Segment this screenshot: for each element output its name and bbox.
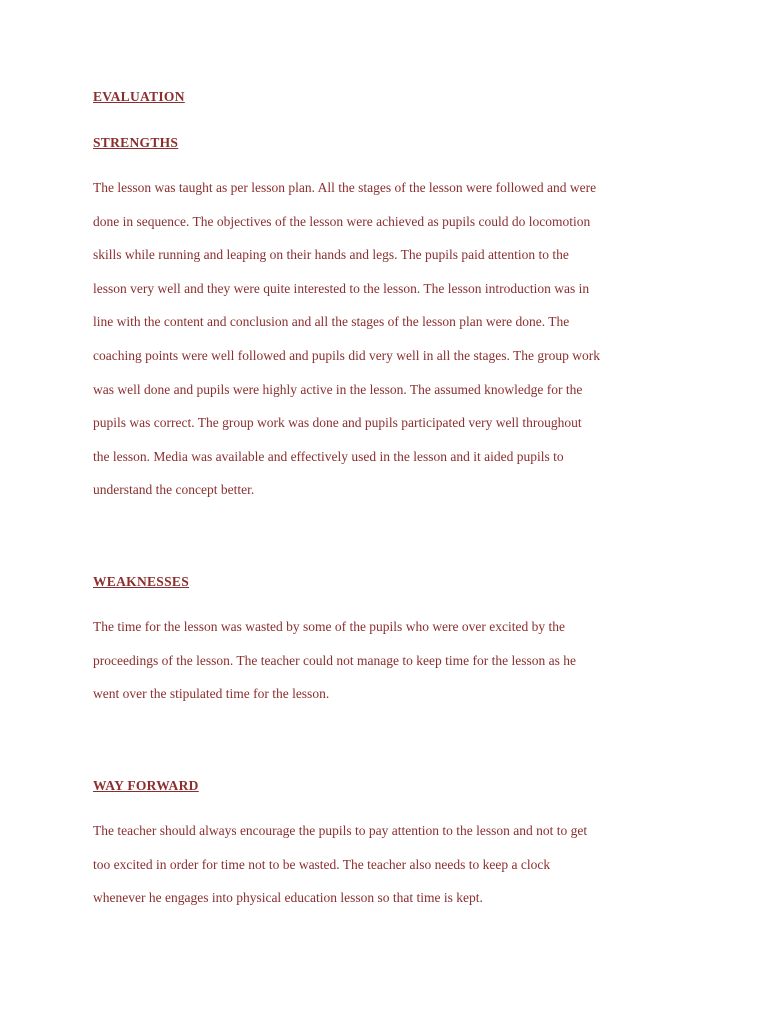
weaknesses-heading: WEAKNESSES: [93, 574, 190, 589]
way-forward-line: whenever he engages into physical education lesson so that time is kept.: [93, 890, 483, 906]
strengths-line: line with the content and conclusion and all the stages of the lesson plan were done. The: [93, 314, 570, 330]
weaknesses-line: went over the stipulated time for the lesson.: [93, 686, 330, 702]
strengths-line: pupils was correct. The group work was done and pupils participated very well throughout: [93, 415, 582, 431]
evaluation-heading: EVALUATION: [93, 89, 185, 104]
way-forward-line: The teacher should always encourage the pupils to pay attention to the lesson and not to get: [93, 823, 588, 838]
strengths-line: The lesson was taught as per lesson plan. All the stages of the lesson were followed and were: [93, 180, 597, 195]
way-forward-line: too excited in order for time not to be wasted. The teacher also needs to keep a clock: [93, 856, 551, 872]
strengths-line: lesson very well and they were quite interested to the lesson. The lesson introduction was in: [93, 280, 590, 296]
way-forward-heading: WAY FORWARD: [93, 778, 199, 793]
strengths-line: done in sequence. The objectives of the lesson were achieved as pupils could do locomotion: [93, 213, 591, 229]
weaknesses-line: The time for the lesson was wasted by some of the pupils who were over excited by the: [93, 619, 565, 634]
strengths-line: coaching points were well followed and pupils did very well in all the stages. The group work: [93, 347, 601, 363]
way-forward-paragraph: [93, 814, 693, 915]
weaknesses-paragraph: [93, 610, 693, 711]
weaknesses-line: proceedings of the lesson. The teacher could not manage to keep time for the lesson as he: [93, 652, 576, 668]
strengths-line: understand the concept better.: [93, 482, 255, 498]
strengths-heading: STRENGTHS: [93, 135, 179, 150]
strengths-line: was well done and pupils were highly active in the lesson. The assumed knowledge for the: [93, 381, 583, 397]
strengths-line: the lesson. Media was available and effectively used in the lesson and it aided pupils to: [93, 448, 564, 464]
strengths-line: skills while running and leaping on their hands and legs. The pupils paid attention to the: [93, 247, 569, 263]
strengths-paragraph: [93, 171, 693, 507]
